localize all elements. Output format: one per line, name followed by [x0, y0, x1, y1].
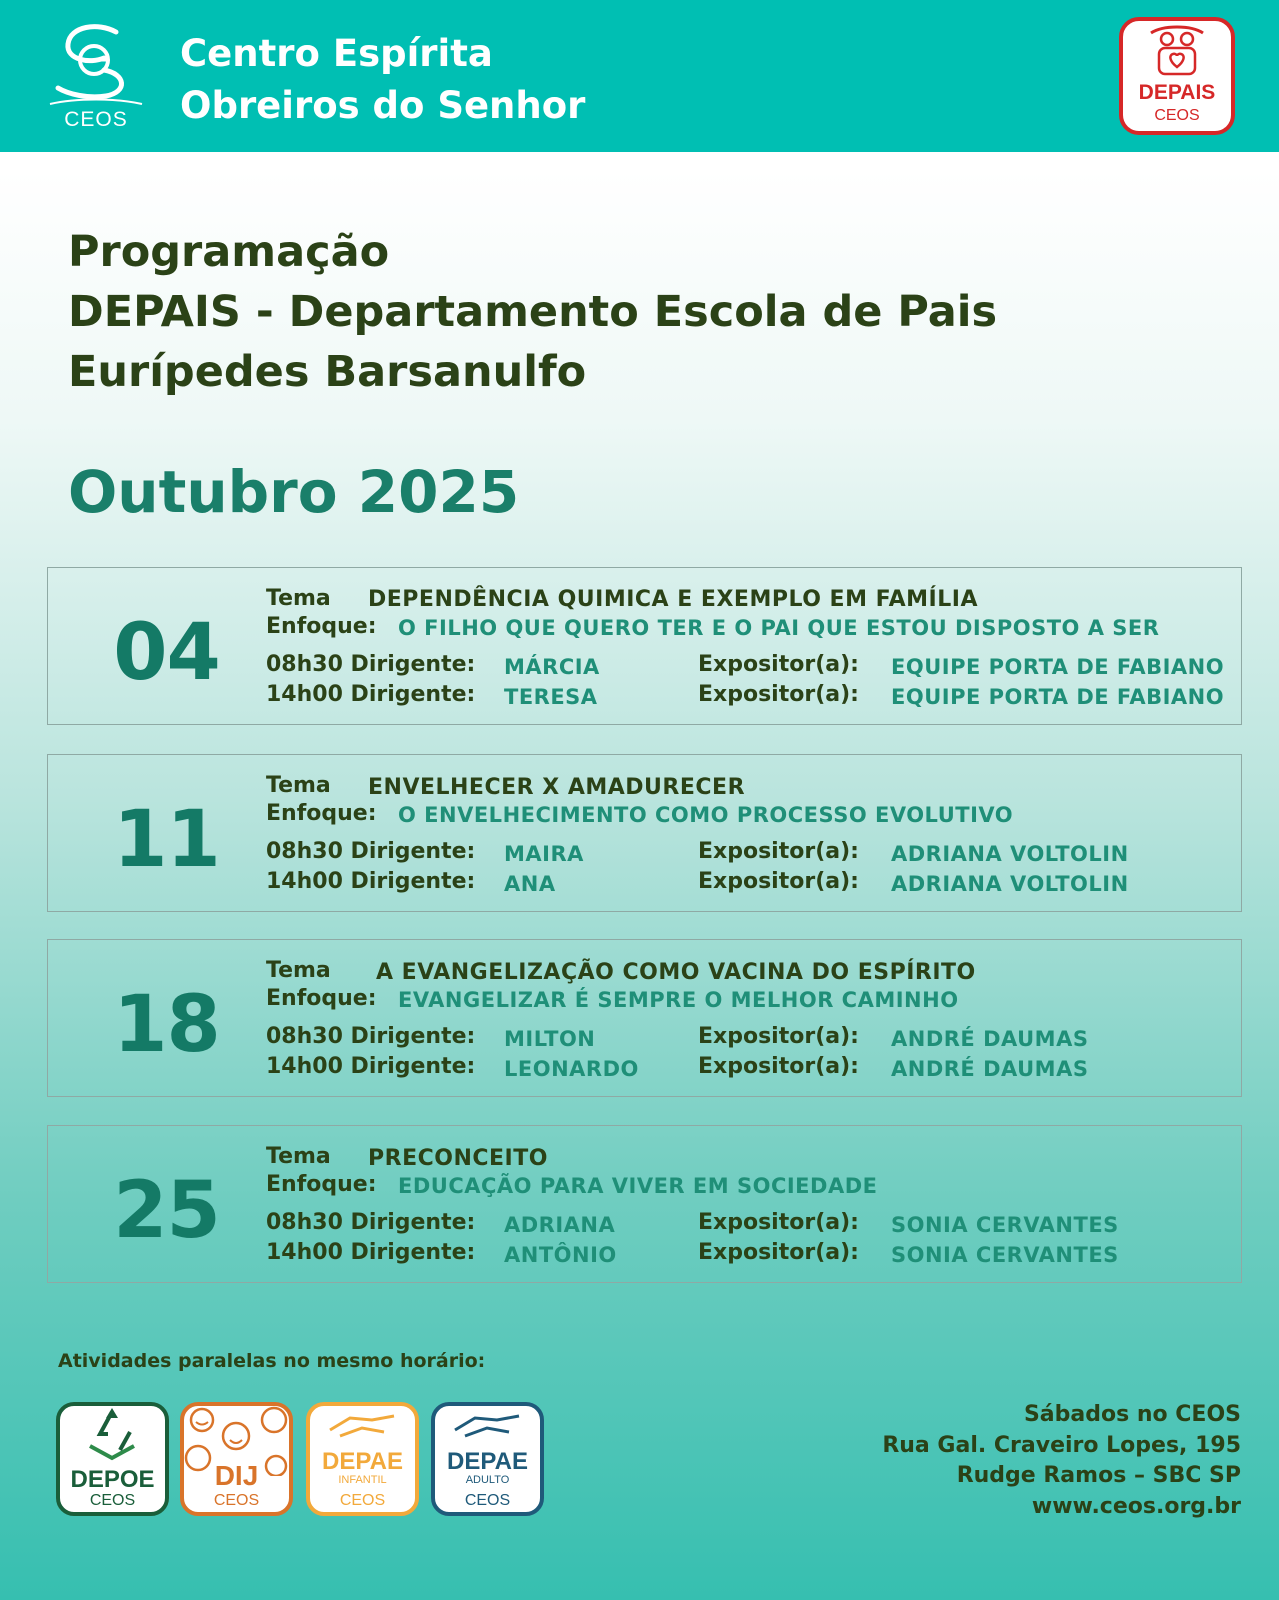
expositor1-value: EQUIPE PORTA DE FABIANO: [891, 655, 1225, 679]
badge-title: DEPAE: [322, 1448, 403, 1475]
dirigente1-value: MAIRA: [504, 842, 584, 866]
family-heart-icon: [1123, 21, 1231, 81]
session2-label: 14h00 Dirigente:: [266, 682, 476, 707]
event-day: 04: [113, 608, 220, 698]
session2-label: 14h00 Dirigente:: [266, 1240, 476, 1265]
event-card: [47, 567, 1242, 725]
depae-adulto-badge: [431, 1402, 544, 1516]
org-name-line1: Centro Espírita: [180, 32, 493, 75]
tema-value: ENVELHECER X AMADURECER: [368, 775, 746, 800]
recycle-arrows-icon: [60, 1406, 165, 1466]
expositor2-value: ANDRÉ DAUMAS: [891, 1057, 1089, 1081]
badge-title: DEPAE: [447, 1448, 528, 1475]
parallel-activities-label: Atividades paralelas no mesmo horário:: [58, 1350, 486, 1372]
dirigente1-value: MÁRCIA: [504, 655, 600, 679]
expositor2-value: EQUIPE PORTA DE FABIANO: [891, 685, 1225, 709]
dirigente2-value: LEONARDO: [504, 1057, 639, 1081]
expositor1-label: Expositor(a):: [698, 1024, 859, 1049]
website-link[interactable]: www.ceos.org.br: [1031, 1493, 1241, 1519]
depais-logo: [1119, 17, 1235, 135]
expositor2-label: Expositor(a):: [698, 1054, 859, 1079]
title-line1: Programação: [68, 227, 390, 277]
badge-sub: INFANTIL: [338, 1474, 387, 1486]
event-card: [47, 754, 1242, 912]
tema-value: PRECONCEITO: [368, 1146, 548, 1171]
dirigente2-value: ANTÔNIO: [504, 1243, 617, 1267]
session1-label: 08h30 Dirigente:: [266, 1210, 476, 1235]
badge-title: DIJ: [214, 1460, 259, 1491]
enfoque-value: O ENVELHECIMENTO COMO PROCESSO EVOLUTIVO: [398, 803, 1014, 827]
tema-value: DEPENDÊNCIA QUIMICA E EXEMPLO EM FAMÍLIA: [368, 587, 978, 612]
session1-label: 08h30 Dirigente:: [266, 839, 476, 864]
enfoque-label: Enfoque:: [266, 801, 377, 826]
tema-label: Tema: [266, 1144, 331, 1169]
tema-label: Tema: [266, 586, 331, 611]
enfoque-value: O FILHO QUE QUERO TER E O PAI QUE ESTOU DISPOSTO A SER: [398, 616, 1160, 640]
expositor2-label: Expositor(a):: [698, 1240, 859, 1265]
event-day: 18: [113, 980, 220, 1070]
depae-infantil-badge: [306, 1402, 419, 1516]
org-name: [180, 28, 585, 132]
handshake-icon: [310, 1406, 415, 1446]
badge-org: CEOS: [89, 1492, 136, 1509]
badge-title: DEPOE: [70, 1466, 155, 1493]
dirigente1-value: ADRIANA: [504, 1213, 616, 1237]
dirigente2-value: TERESA: [504, 685, 598, 709]
enfoque-label: Enfoque:: [266, 1172, 377, 1197]
expositor1-label: Expositor(a):: [698, 839, 859, 864]
enfoque-label: Enfoque:: [266, 614, 377, 639]
event-card: [47, 1125, 1242, 1283]
dirigente1-value: MILTON: [504, 1027, 596, 1051]
enfoque-value: EVANGELIZAR É SEMPRE O MELHOR CAMINHO: [398, 988, 959, 1012]
event-day: 11: [113, 795, 220, 885]
enfoque-label: Enfoque:: [266, 986, 377, 1011]
month-heading: Outubro 2025: [68, 458, 520, 526]
expositor1-value: ADRIANA VOLTOLIN: [891, 842, 1129, 866]
address-block: [882, 1400, 1241, 1522]
dirigente2-value: ANA: [504, 872, 556, 896]
ceos-swirl-icon: [46, 18, 146, 110]
ceos-logo-text: CEOS: [64, 108, 128, 131]
handshake-icon: [435, 1406, 540, 1446]
expositor1-label: Expositor(a):: [698, 1210, 859, 1235]
tema-value: A EVANGELIZAÇÃO COMO VACINA DO ESPÍRITO: [376, 960, 976, 985]
title-line3: Eurípedes Barsanulfo: [68, 347, 587, 397]
ceos-logo: [46, 18, 146, 136]
address-line2: Rua Gal. Craveiro Lopes, 195: [882, 1432, 1241, 1458]
dij-badge: [180, 1402, 293, 1516]
title-line2: DEPAIS - Departamento Escola de Pais: [68, 287, 998, 337]
badge-org: CEOS: [339, 1492, 386, 1509]
header-bar: [0, 0, 1279, 152]
tema-label: Tema: [266, 958, 331, 983]
address-line3: Rudge Ramos – SBC SP: [956, 1463, 1241, 1488]
address-line1: Sábados no CEOS: [1023, 1402, 1241, 1427]
depais-logo-title: DEPAIS: [1138, 81, 1216, 104]
session2-label: 14h00 Dirigente:: [266, 1054, 476, 1079]
tema-label: Tema: [266, 773, 331, 798]
event-day: 25: [113, 1166, 220, 1256]
session1-label: 08h30 Dirigente:: [266, 652, 476, 677]
badge-sub: ADULTO: [465, 1474, 510, 1486]
badge-org: CEOS: [213, 1492, 260, 1509]
expositor1-label: Expositor(a):: [698, 652, 859, 677]
expositor1-value: SONIA CERVANTES: [891, 1213, 1119, 1237]
expositor2-label: Expositor(a):: [698, 869, 859, 894]
depais-logo-sub: CEOS: [1154, 107, 1200, 124]
badge-org: CEOS: [464, 1492, 511, 1509]
session2-label: 14h00 Dirigente:: [266, 869, 476, 894]
org-name-line2: Obreiros do Senhor: [180, 84, 586, 127]
expositor1-value: ANDRÉ DAUMAS: [891, 1027, 1089, 1051]
session1-label: 08h30 Dirigente:: [266, 1024, 476, 1049]
expositor2-value: ADRIANA VOLTOLIN: [891, 872, 1129, 896]
expositor2-value: SONIA CERVANTES: [891, 1243, 1119, 1267]
event-card: [47, 939, 1242, 1097]
enfoque-value: EDUCAÇÃO PARA VIVER EM SOCIEDADE: [398, 1174, 878, 1198]
expositor2-label: Expositor(a):: [698, 682, 859, 707]
page-title: [68, 222, 997, 402]
depoe-badge: [56, 1402, 169, 1516]
